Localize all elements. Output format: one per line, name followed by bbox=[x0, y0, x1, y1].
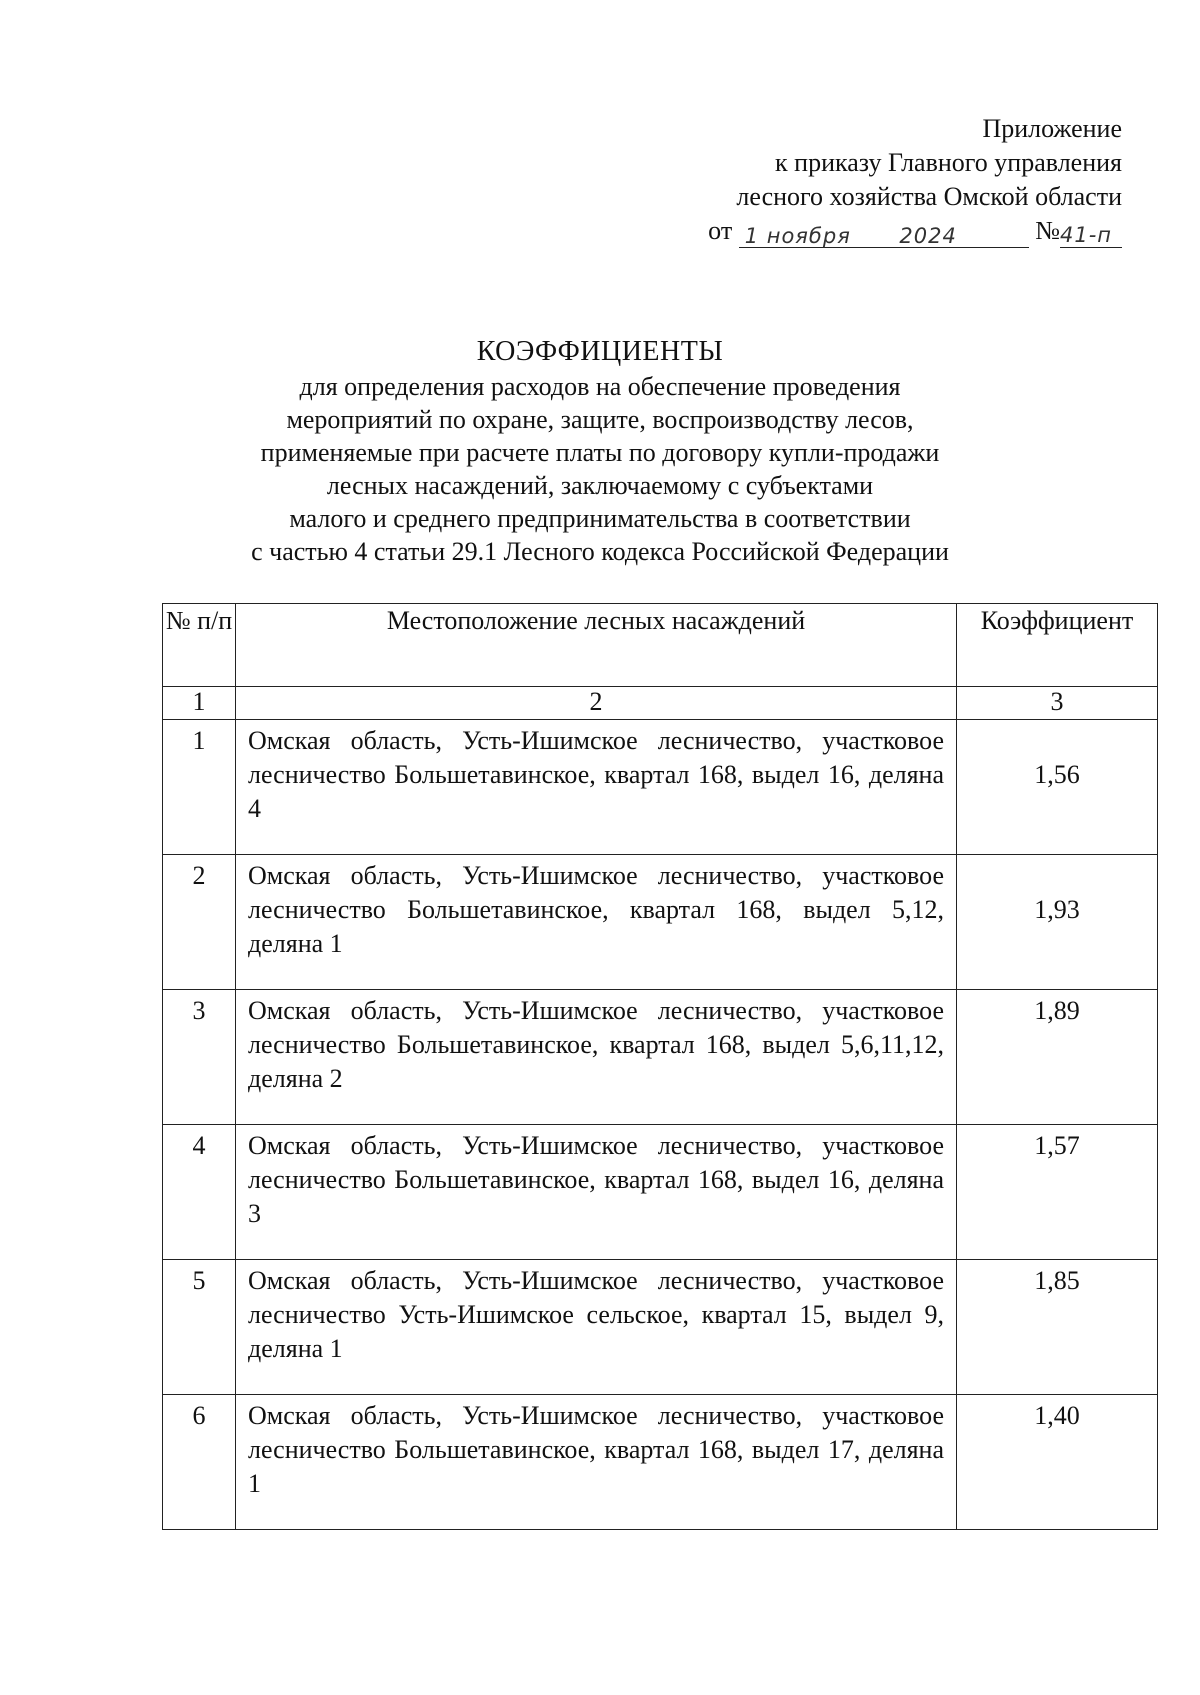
table-row bbox=[163, 1395, 1158, 1530]
handwritten-year: 2024 bbox=[899, 224, 957, 248]
row-num: 4 bbox=[192, 1131, 206, 1160]
header-num: № п/п bbox=[163, 604, 236, 687]
row-coefficient: 1,57 bbox=[1034, 1131, 1080, 1160]
column-index-row bbox=[163, 687, 1158, 720]
title-line-4: лесных насаждений, заключаемому с субъектами bbox=[326, 471, 874, 500]
title-line-2: мероприятий по охране, защите, воспроизводству лесов, bbox=[286, 405, 914, 434]
row-location: Омская область, Усть-Ишимское лесничество, участковое лесничество Большетавинское, квартал 168, выдел 16, деляна 3 bbox=[248, 1131, 944, 1228]
table-row bbox=[163, 1260, 1158, 1395]
appendix-authority: лесного хозяйства Омской области bbox=[736, 182, 1122, 211]
header-location: Местоположение лесных насаждений bbox=[236, 604, 957, 687]
title-line-3: применяемые при расчете платы по договору купли-продажи bbox=[260, 438, 940, 467]
row-coefficient: 1,40 bbox=[1034, 1401, 1080, 1430]
row-location: Омская область, Усть-Ишимское лесничество, участковое лесничество Усть-Ишимское сельское, квартал 15, выдел 9, деляна 1 bbox=[248, 1266, 944, 1363]
row-location: Омская область, Усть-Ишимское лесничество, участковое лесничество Большетавинское, квартал 168, выдел 5,12, деляна 1 bbox=[248, 861, 944, 958]
row-coefficient: 1,89 bbox=[1034, 996, 1080, 1025]
table-row bbox=[163, 1125, 1158, 1260]
row-coefficient: 1,93 bbox=[1034, 895, 1080, 924]
order-date-field bbox=[739, 218, 1029, 248]
row-num: 1 bbox=[192, 726, 206, 755]
row-location: Омская область, Усть-Ишимское лесничество, участковое лесничество Большетавинское, квартал 168, выдел 5,6,11,12, деляна 2 bbox=[248, 996, 944, 1093]
row-num: 6 bbox=[192, 1401, 206, 1430]
title-line-6: с частью 4 статьи 29.1 Лесного кодекса Российской Федерации bbox=[251, 537, 949, 566]
table-row bbox=[163, 720, 1158, 855]
row-num: 2 bbox=[192, 861, 206, 890]
document-heading: КОЭФФИЦИЕНТЫ bbox=[476, 336, 724, 367]
column-index-1: 1 bbox=[163, 687, 236, 720]
column-index-2: 2 bbox=[236, 687, 957, 720]
header-coefficient: Коэффициент bbox=[957, 604, 1158, 687]
document-title-block bbox=[0, 335, 1200, 568]
row-location: Омская область, Усть-Ишимское лесничество, участковое лесничество Большетавинское, квартал 168, выдел 17, деляна 1 bbox=[248, 1401, 944, 1498]
handwritten-date: 1 ноября bbox=[744, 224, 851, 248]
coefficients-table bbox=[162, 603, 1158, 1530]
row-coefficient: 1,85 bbox=[1034, 1266, 1080, 1295]
table-row bbox=[163, 990, 1158, 1125]
handwritten-number: 41-п bbox=[1060, 223, 1113, 247]
appendix-label: Приложение bbox=[982, 114, 1122, 143]
row-num: 5 bbox=[192, 1266, 206, 1295]
number-prefix: № bbox=[1035, 216, 1060, 245]
row-location: Омская область, Усть-Ишимское лесничество, участковое лесничество Большетавинское, квартал 168, выдел 16, деляна 4 bbox=[248, 726, 944, 823]
date-prefix: от bbox=[708, 216, 733, 245]
order-number-field bbox=[1060, 217, 1122, 248]
table-row bbox=[163, 855, 1158, 990]
row-num: 3 bbox=[192, 996, 206, 1025]
appendix-order-ref: к приказу Главного управления bbox=[775, 148, 1122, 177]
table-header-row bbox=[163, 604, 1158, 687]
order-date-number-line bbox=[708, 214, 1122, 248]
title-line-1: для определения расходов на обеспечение проведения bbox=[299, 372, 901, 401]
appendix-header bbox=[708, 112, 1122, 248]
title-line-5: малого и среднего предпринимательства в соответствии bbox=[289, 504, 911, 533]
column-index-3: 3 bbox=[957, 687, 1158, 720]
row-coefficient: 1,56 bbox=[1034, 760, 1080, 789]
